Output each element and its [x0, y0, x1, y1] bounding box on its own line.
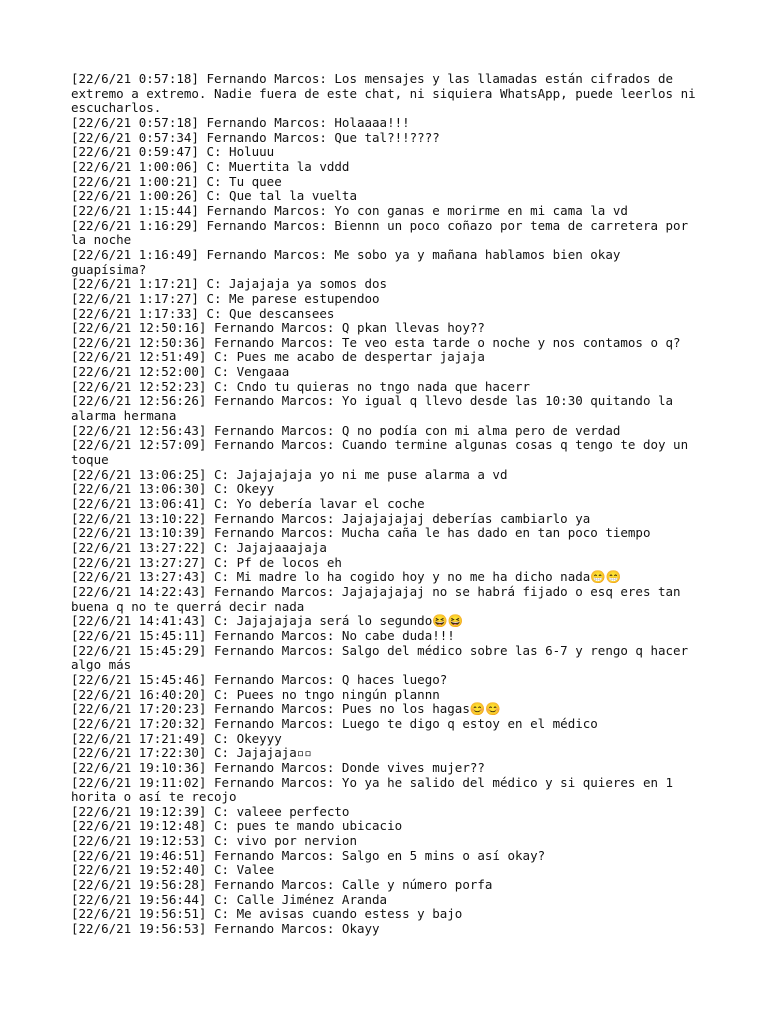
chat-message: [22/6/21 19:46:51] Fernando Marcos: Salgo en 5 mins o así okay?	[71, 847, 546, 863]
chat-message: [22/6/21 0:57:18] Fernando Marcos: Los mensajes y las llamadas están cifrados de extremo a extremo. Nadie fuera de este chat, ni siquiera WhatsApp, puede leerlos ni escucharlos.	[71, 71, 704, 116]
chat-message: [22/6/21 13:10:39] Fernando Marcos: Mucha caña le has dado en tan poco tiempo	[71, 525, 651, 541]
chat-message: [22/6/21 12:50:16] Fernando Marcos: Q pkan llevas hoy??	[71, 320, 485, 336]
chat-message: [22/6/21 0:57:34] Fernando Marcos: Que tal?!!????	[71, 129, 440, 145]
chat-message: [22/6/21 0:59:47] C: Holuuu	[71, 144, 275, 160]
chat-message: [22/6/21 19:10:36] Fernando Marcos: Donde vives mujer??	[71, 759, 485, 775]
chat-message: [22/6/21 12:56:43] Fernando Marcos: Q no podía con mi alma pero de verdad	[71, 422, 621, 438]
chat-message: [22/6/21 1:16:49] Fernando Marcos: Me sobo ya y mañana hablamos bien okay guapísima?	[71, 246, 628, 277]
chat-message: [22/6/21 14:41:43] C: Jajajajaja será lo segundo😆😆	[71, 613, 464, 629]
chat-message: [22/6/21 19:56:51] C: Me avisas cuando estess y bajo	[71, 906, 463, 922]
chat-message: [22/6/21 19:56:44] C: Calle Jiménez Aranda	[71, 891, 388, 907]
chat-message: [22/6/21 13:27:22] C: Jajajaaajaja	[71, 540, 327, 555]
chat-message: [22/6/21 19:12:53] C: vivo por nervion	[71, 833, 357, 849]
chat-message: [22/6/21 17:20:23] Fernando Marcos: Pues no los hagas😊😊	[71, 701, 501, 717]
chat-message: [22/6/21 1:00:26] C: Que tal la vuelta	[71, 188, 357, 204]
chat-message: [22/6/21 14:22:43] Fernando Marcos: Jajajajajaj no se habrá fijado o esq eres tan buena q no te querrá decir nada	[71, 583, 689, 614]
chat-message: [22/6/21 17:22:30] C: Jajajaja▫▫	[71, 745, 312, 761]
chat-message: [22/6/21 13:10:22] Fernando Marcos: Jajajajajaj deberías cambiarlo ya	[71, 510, 591, 526]
chat-message: [22/6/21 13:06:41] C: Yo debería lavar el coche	[71, 496, 425, 512]
chat-message: [22/6/21 1:17:21] C: Jajajaja ya somos dos	[71, 276, 388, 292]
chat-message: [22/6/21 13:06:25] C: Jajajajaja yo ni me puse alarma a vd	[71, 466, 508, 482]
chat-message: [22/6/21 13:27:27] C: Pf de locos eh	[71, 554, 342, 570]
chat-message: [22/6/21 12:51:49] C: Pues me acabo de despertar jajaja	[71, 349, 485, 365]
chat-message: [22/6/21 19:56:53] Fernando Marcos: Okayy	[71, 921, 380, 937]
chat-message: [22/6/21 1:00:21] C: Tu quee	[71, 173, 282, 189]
chat-message: [22/6/21 16:40:20] C: Puees no tngo ningún plannn	[71, 686, 440, 702]
chat-message: [22/6/21 19:12:39] C: valeee perfecto	[71, 803, 350, 819]
chat-message: [22/6/21 13:06:30] C: Okeyy	[71, 481, 275, 497]
chat-message: [22/6/21 12:52:23] C: Cndo tu quieras no tngo nada que hacerr	[71, 378, 531, 394]
chat-message: [22/6/21 15:45:46] Fernando Marcos: Q haces luego?	[71, 671, 448, 687]
chat-message: [22/6/21 1:00:06] C: Muertita la vddd	[71, 158, 350, 174]
chat-message: [22/6/21 1:17:27] C: Me parese estupendoo	[71, 290, 380, 306]
chat-transcript	[71, 71, 704, 937]
chat-message: [22/6/21 1:15:44] Fernando Marcos: Yo con ganas e morirme en mi cama la vd	[71, 202, 628, 218]
chat-message: [22/6/21 12:50:36] Fernando Marcos: Te veo esta tarde o noche y nos contamos o q?	[71, 334, 681, 350]
chat-message: [22/6/21 12:57:09] Fernando Marcos: Cuando termine algunas cosas q tengo te doy un toque	[71, 437, 696, 468]
chat-message: [22/6/21 1:16:29] Fernando Marcos: Biennn un poco coñazo por tema de carretera por la noche	[71, 217, 696, 248]
chat-message: [22/6/21 19:11:02] Fernando Marcos: Yo ya he salido del médico y si quieres en 1 horita o así te recojo	[71, 774, 681, 805]
chat-message: [22/6/21 1:17:33] C: Que descansees	[71, 305, 335, 321]
chat-message: [22/6/21 0:57:18] Fernando Marcos: Holaaaa!!!	[71, 114, 410, 130]
chat-message: [22/6/21 12:52:00] C: Vengaaa	[71, 364, 290, 380]
chat-message: [22/6/21 19:12:48] C: pues te mando ubicacio	[71, 818, 403, 834]
chat-message: [22/6/21 13:27:43] C: Mi madre lo ha cogido hoy y no me ha dicho nada😁😁	[71, 569, 622, 585]
chat-message: [22/6/21 17:20:32] Fernando Marcos: Luego te digo q estoy en el médico	[71, 715, 598, 731]
chat-message: [22/6/21 15:45:29] Fernando Marcos: Salgo del médico sobre las 6-7 y rengo q hacer algo más	[71, 642, 696, 673]
chat-message: [22/6/21 19:56:28] Fernando Marcos: Calle y número porfa	[71, 877, 493, 893]
chat-message: [22/6/21 12:56:26] Fernando Marcos: Yo igual q llevo desde las 10:30 quitando la alarma hermana	[71, 393, 681, 424]
chat-message: [22/6/21 15:45:11] Fernando Marcos: No cabe duda!!!	[71, 627, 455, 643]
chat-message: [22/6/21 19:52:40] C: Valee	[71, 862, 275, 878]
chat-message: [22/6/21 17:21:49] C: Okeyyy	[71, 730, 282, 746]
